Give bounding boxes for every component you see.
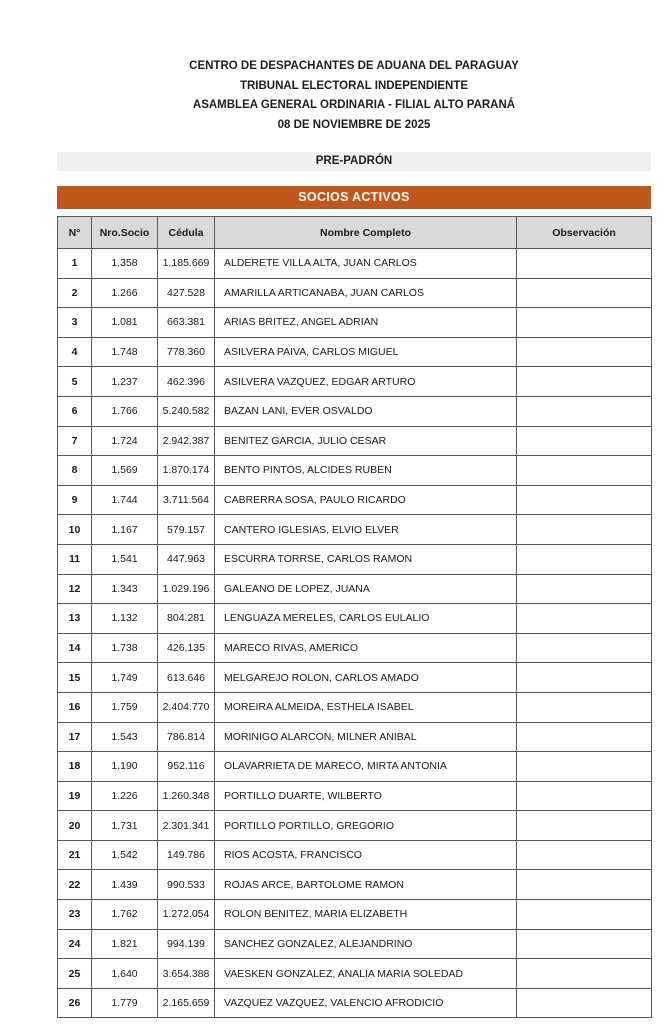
cell-nro-socio: 1.543 (92, 722, 158, 752)
pre-padron-band: PRE-PADRÓN (57, 152, 651, 171)
table-row (58, 456, 652, 486)
cell-cedula: 990.533 (158, 870, 215, 900)
socios-activos-banner: SOCIOS ACTIVOS (57, 186, 651, 209)
cell-nombre: MOREIRA ALMEIDA, ESTHELA ISABEL (215, 692, 517, 722)
cell-observacion (517, 633, 652, 663)
table-row (58, 959, 652, 989)
column-header-observacion: Observación (517, 217, 652, 249)
cell-numero: 14 (58, 633, 92, 663)
table-row (58, 249, 652, 279)
members-table-body (58, 249, 652, 1018)
table-row (58, 870, 652, 900)
title-line-tribunal: TRIBUNAL ELECTORAL INDEPENDIENTE (239, 79, 469, 92)
cell-nombre: BENTO PINTOS, ALCIDES RUBEN (215, 456, 517, 486)
cell-nombre: MELGAREJO ROLON, CARLOS AMADO (215, 663, 517, 693)
table-row (58, 367, 652, 397)
cell-numero: 4 (58, 337, 92, 367)
column-header-numero: N° (58, 217, 92, 249)
cell-numero: 25 (58, 959, 92, 989)
table-row (58, 752, 652, 782)
table-row (58, 663, 652, 693)
cell-observacion (517, 692, 652, 722)
cell-numero: 20 (58, 811, 92, 841)
cell-observacion (517, 752, 652, 782)
cell-nombre: PORTILLO DUARTE, WILBERTO (215, 781, 517, 811)
table-row (58, 515, 652, 545)
cell-nombre: ESCURRA TORRSE, CARLOS RAMON (215, 544, 517, 574)
table-row (58, 722, 652, 752)
cell-cedula: 1.870.174 (158, 456, 215, 486)
cell-numero: 3 (58, 308, 92, 338)
cell-cedula: 1.260.348 (158, 781, 215, 811)
cell-nombre: CABRERRA SOSA, PAULO RICARDO (215, 485, 517, 515)
cell-observacion (517, 396, 652, 426)
cell-nombre: MARECO RIVAS, AMERICO (215, 633, 517, 663)
cell-numero: 12 (58, 574, 92, 604)
table-row (58, 900, 652, 930)
cell-nro-socio: 1.821 (92, 929, 158, 959)
cell-nro-socio: 1.132 (92, 604, 158, 634)
cell-observacion (517, 781, 652, 811)
table-row (58, 278, 652, 308)
document-header (57, 57, 651, 135)
cell-observacion (517, 515, 652, 545)
cell-nro-socio: 1.190 (92, 752, 158, 782)
cell-nro-socio: 1.358 (92, 249, 158, 279)
cell-cedula: 2.404.770 (158, 692, 215, 722)
cell-cedula: 2.165.659 (158, 988, 215, 1018)
cell-numero: 19 (58, 781, 92, 811)
cell-nombre: VAZQUEZ VAZQUEZ, VALENCIO AFRODICIO (215, 988, 517, 1018)
table-row (58, 337, 652, 367)
cell-cedula: 2.301.341 (158, 811, 215, 841)
cell-nro-socio: 1.569 (92, 456, 158, 486)
cell-nombre: VAESKEN GONZALEZ, ANALIA MARIA SOLEDAD (215, 959, 517, 989)
cell-numero: 13 (58, 604, 92, 634)
table-row (58, 426, 652, 456)
cell-nro-socio: 1.167 (92, 515, 158, 545)
cell-cedula: 663.381 (158, 308, 215, 338)
cell-cedula: 579.157 (158, 515, 215, 545)
cell-cedula: 786.814 (158, 722, 215, 752)
cell-nro-socio: 1.439 (92, 870, 158, 900)
cell-observacion (517, 574, 652, 604)
cell-observacion (517, 870, 652, 900)
cell-numero: 22 (58, 870, 92, 900)
cell-numero: 2 (58, 278, 92, 308)
cell-observacion (517, 308, 652, 338)
cell-numero: 9 (58, 485, 92, 515)
cell-nombre: SANCHEZ GONZALEZ, ALEJANDRINO (215, 929, 517, 959)
cell-observacion (517, 722, 652, 752)
table-row (58, 574, 652, 604)
title-line-date: 08 DE NOVIEMBRE DE 2025 (277, 118, 431, 131)
cell-observacion (517, 249, 652, 279)
cell-nombre: AMARILLA ARTICANABA, JUAN CARLOS (215, 278, 517, 308)
cell-numero: 5 (58, 367, 92, 397)
cell-numero: 15 (58, 663, 92, 693)
cell-numero: 10 (58, 515, 92, 545)
cell-nombre: ALDERETE VILLA ALTA, JUAN CARLOS (215, 249, 517, 279)
cell-nro-socio: 1.749 (92, 663, 158, 693)
table-row (58, 840, 652, 870)
column-header-nombre: Nombre Completo (215, 217, 517, 249)
title-line-organization: CENTRO DE DESPACHANTES DE ADUANA DEL PARAGUAY (189, 60, 519, 72)
members-table (57, 216, 652, 1018)
cell-nro-socio: 1.738 (92, 633, 158, 663)
cell-cedula: 2.942.387 (158, 426, 215, 456)
cell-observacion (517, 544, 652, 574)
table-row (58, 929, 652, 959)
cell-cedula: 994.139 (158, 929, 215, 959)
cell-observacion (517, 663, 652, 693)
cell-cedula: 1.185.669 (158, 249, 215, 279)
members-table-header (58, 217, 652, 249)
cell-numero: 1 (58, 249, 92, 279)
table-row (58, 988, 652, 1018)
column-header-nro-socio: Nro.Socio (92, 217, 158, 249)
cell-nro-socio: 1.744 (92, 485, 158, 515)
cell-nro-socio: 1.766 (92, 396, 158, 426)
cell-nro-socio: 1.779 (92, 988, 158, 1018)
title-line-assembly: ASAMBLEA GENERAL ORDINARIA - FILIAL ALTO PARANÁ (192, 99, 516, 111)
table-row (58, 604, 652, 634)
cell-cedula: 1.029.196 (158, 574, 215, 604)
cell-observacion (517, 811, 652, 841)
table-row (58, 781, 652, 811)
cell-nombre: MORINIGO ALARCON, MILNER ANIBAL (215, 722, 517, 752)
cell-numero: 7 (58, 426, 92, 456)
cell-numero: 16 (58, 692, 92, 722)
cell-numero: 23 (58, 900, 92, 930)
table-row (58, 692, 652, 722)
cell-nombre: ROJAS ARCE, BARTOLOME RAMON (215, 870, 517, 900)
cell-cedula: 952.116 (158, 752, 215, 782)
cell-nro-socio: 1.343 (92, 574, 158, 604)
cell-nro-socio: 1.762 (92, 900, 158, 930)
cell-numero: 21 (58, 840, 92, 870)
cell-nombre: LENGUAZA MERELES, CARLOS EULALIO (215, 604, 517, 634)
cell-cedula: 778.360 (158, 337, 215, 367)
cell-observacion (517, 367, 652, 397)
cell-observacion (517, 278, 652, 308)
cell-nro-socio: 1.237 (92, 367, 158, 397)
cell-nro-socio: 1.759 (92, 692, 158, 722)
cell-numero: 18 (58, 752, 92, 782)
table-row (58, 485, 652, 515)
cell-observacion (517, 426, 652, 456)
cell-nro-socio: 1.226 (92, 781, 158, 811)
cell-nombre: OLAVARRIETA DE MARECO, MIRTA ANTONIA (215, 752, 517, 782)
column-header-cedula: Cédula (158, 217, 215, 249)
cell-nro-socio: 1.266 (92, 278, 158, 308)
cell-cedula: 3.654.388 (158, 959, 215, 989)
table-row (58, 633, 652, 663)
cell-nombre: CANTERO IGLESIAS, ELVIO ELVER (215, 515, 517, 545)
cell-nombre: ASILVERA PAIVA, CARLOS MIGUEL (215, 337, 517, 367)
cell-numero: 24 (58, 929, 92, 959)
cell-numero: 26 (58, 988, 92, 1018)
cell-cedula: 1.272.054 (158, 900, 215, 930)
cell-nro-socio: 1.541 (92, 544, 158, 574)
cell-nro-socio: 1.748 (92, 337, 158, 367)
cell-observacion (517, 337, 652, 367)
cell-nro-socio: 1.640 (92, 959, 158, 989)
cell-observacion (517, 900, 652, 930)
cell-cedula: 613.646 (158, 663, 215, 693)
cell-observacion (517, 604, 652, 634)
cell-observacion (517, 840, 652, 870)
table-row (58, 308, 652, 338)
cell-nombre: BAZAN LANI, EVER OSVALDO (215, 396, 517, 426)
cell-observacion (517, 929, 652, 959)
cell-nombre: GALEANO DE LOPEZ, JUANA (215, 574, 517, 604)
cell-observacion (517, 456, 652, 486)
cell-observacion (517, 988, 652, 1018)
cell-nro-socio: 1.731 (92, 811, 158, 841)
cell-cedula: 462.396 (158, 367, 215, 397)
cell-nombre: ASILVERA VAZQUEZ, EDGAR ARTURO (215, 367, 517, 397)
cell-nombre: PORTILLO PORTILLO, GREGORIO (215, 811, 517, 841)
cell-nro-socio: 1.724 (92, 426, 158, 456)
cell-cedula: 447.963 (158, 544, 215, 574)
cell-nombre: RIOS ACOSTA, FRANCISCO (215, 840, 517, 870)
cell-observacion (517, 485, 652, 515)
table-row (58, 811, 652, 841)
cell-observacion (517, 959, 652, 989)
cell-cedula: 426.135 (158, 633, 215, 663)
table-row (58, 544, 652, 574)
cell-nro-socio: 1.081 (92, 308, 158, 338)
cell-nombre: ROLON BENITEZ, MARIA ELIZABETH (215, 900, 517, 930)
cell-cedula: 427.528 (158, 278, 215, 308)
cell-numero: 11 (58, 544, 92, 574)
cell-cedula: 5.240.582 (158, 396, 215, 426)
cell-nombre: ARIAS BRITEZ, ANGEL ADRIAN (215, 308, 517, 338)
table-row (58, 396, 652, 426)
cell-nro-socio: 1.542 (92, 840, 158, 870)
cell-nombre: BENITEZ GARCIA, JULIO CESAR (215, 426, 517, 456)
cell-numero: 17 (58, 722, 92, 752)
cell-numero: 6 (58, 396, 92, 426)
cell-cedula: 3.711.564 (158, 485, 215, 515)
header-row (58, 217, 652, 249)
cell-cedula: 149.786 (158, 840, 215, 870)
cell-numero: 8 (58, 456, 92, 486)
cell-cedula: 804.281 (158, 604, 215, 634)
document-content (57, 0, 651, 1018)
